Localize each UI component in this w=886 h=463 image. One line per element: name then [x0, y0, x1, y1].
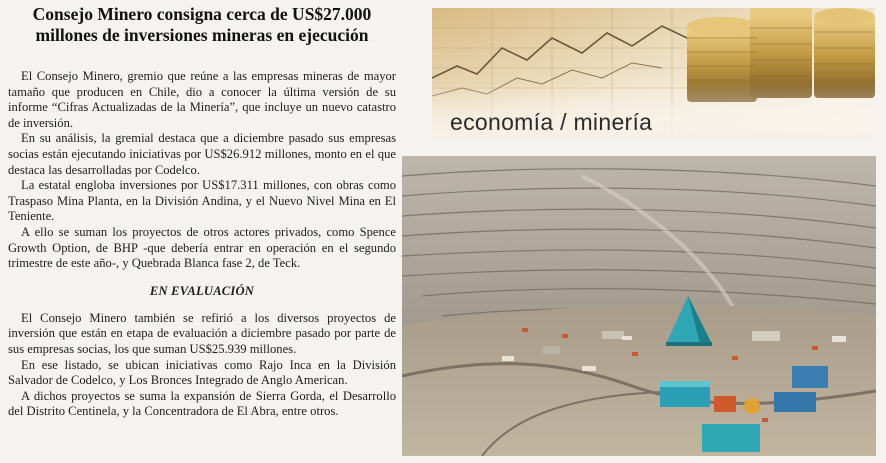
section-banner: [432, 8, 875, 139]
article: [8, 4, 396, 459]
article-body: [8, 69, 396, 420]
subheading: EN EVALUACIÓN: [149, 283, 255, 298]
section-caption: economía / minería: [450, 109, 653, 135]
open-pit-mine-image: [402, 156, 876, 456]
paragraph: A dichos proyectos se suma la expansión de Sierra Gorda, el Desarrollo del Distrito Centinela, y la Concentradora de El Abra, entre otros.: [8, 388, 396, 419]
headline: Consejo Minero consigna cerca de US$27.000 millones de inversiones mineras en ejecución: [32, 4, 372, 45]
paragraph: En su análisis, la gremial destaca que a diciembre pasado sus empresas socias están ejecutando iniciativas por US$26.912 millones, monto en el que destaca las desarrolladas por Codelco.: [8, 131, 396, 177]
paragraph: El Consejo Minero, gremio que reúne a las empresas mineras de mayor tamaño que producen en Chile, dio a conocer la última versión de su informe “Cifras Actualizadas de la Minería”, que incluye un nuevo catastro de inversión.: [8, 69, 396, 130]
paragraph: A ello se suman los proyectos de otros actores privados, como Spence Growth Option, de BHP -que debería entrar en operación en el segundo trimestre de este año-, y Quebrada Blanca fase 2, de Teck.: [8, 224, 396, 271]
paragraph: El Consejo Minero también se refirió a los diversos proyectos de inversión que están en etapa de evaluación a diciembre pasado por parte de sus empresas socias, los que suman US$25.939 millones.: [8, 310, 396, 356]
paragraph: En ese listado, se ubican iniciativas como Rajo Inca en la División Salvador de Codelco, y Los Bronces Integrado de Anglo American.: [8, 357, 396, 388]
paragraph: La estatal engloba inversiones por US$17.311 millones, con obras como Traspaso Mina Planta, en la División Andina, y el Nuevo Nivel Mina en El Teniente.: [8, 178, 396, 224]
mine-photo: [402, 156, 876, 456]
